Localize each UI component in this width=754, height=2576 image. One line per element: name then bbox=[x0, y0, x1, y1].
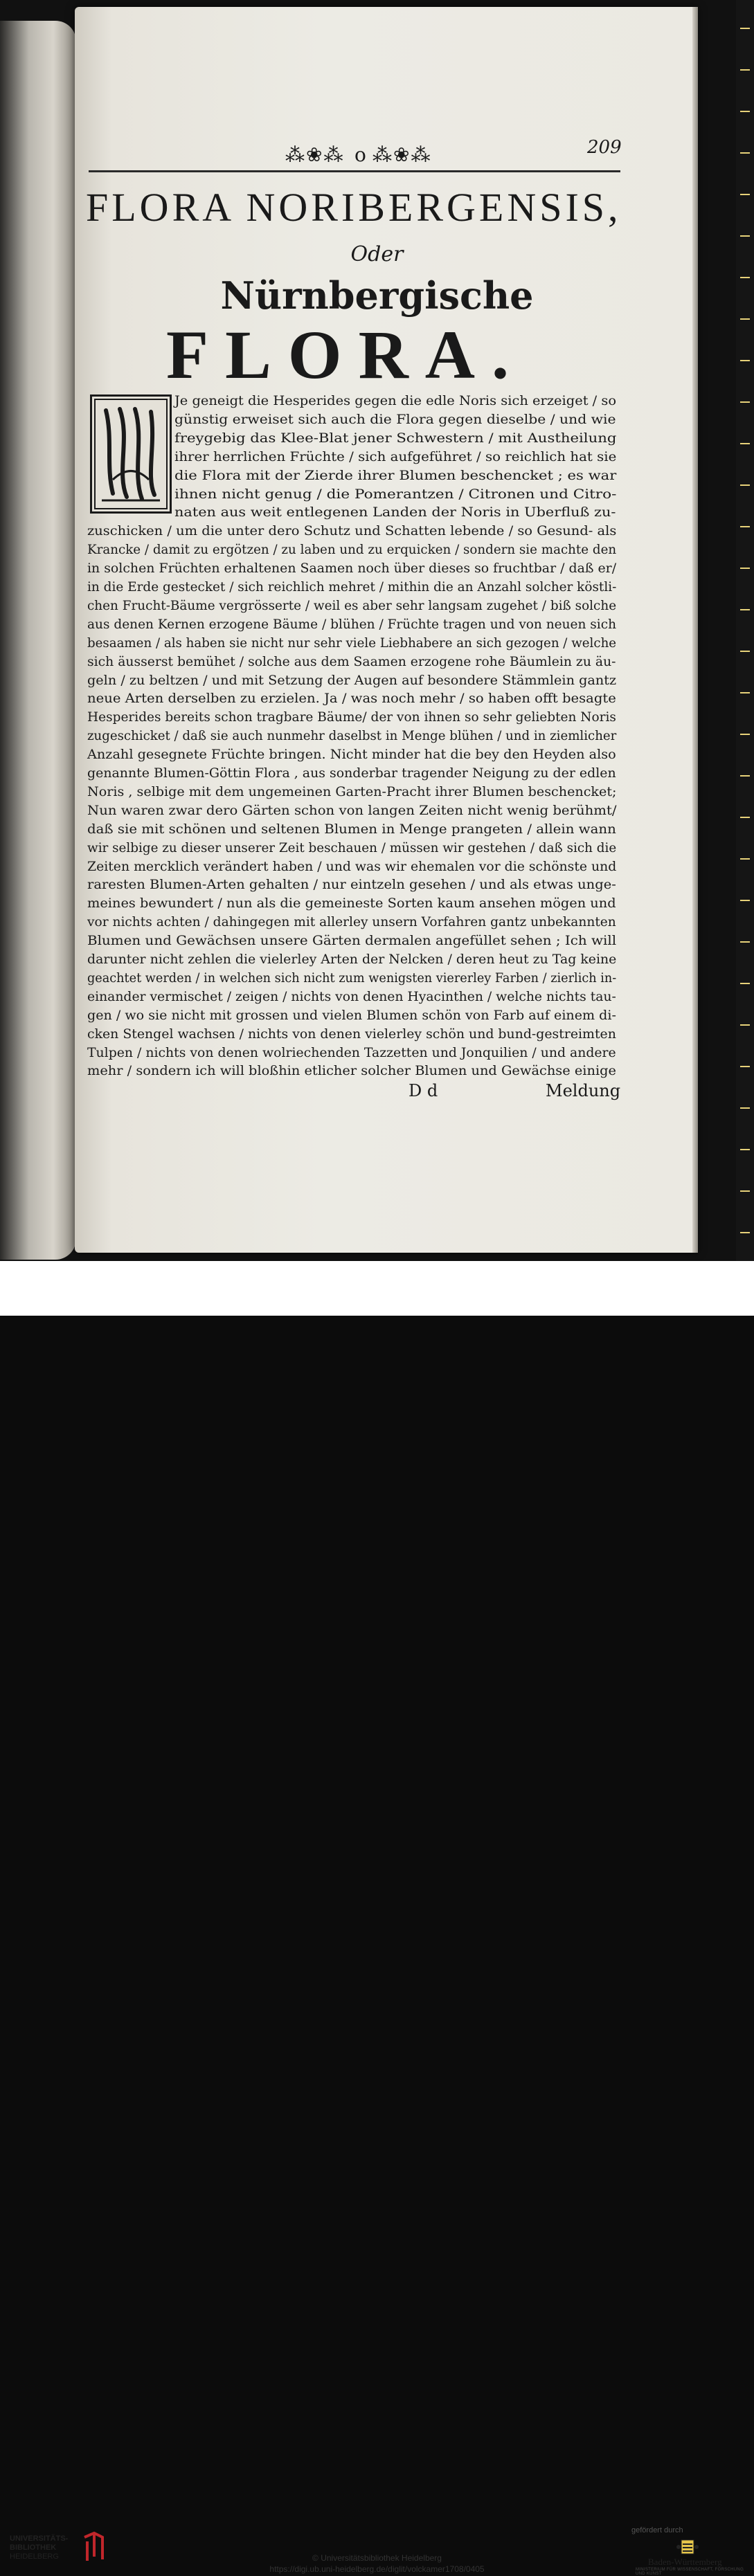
ruler-tick bbox=[740, 1024, 750, 1026]
text-line: Hesperides bereits schon tragbare Bäume/ der von ihnen so sehr geliebten Noris bbox=[87, 709, 616, 725]
baden-wuerttemberg-crest-icon[interactable] bbox=[676, 2539, 699, 2557]
header-rule bbox=[89, 170, 620, 172]
sponsor-name[interactable]: Baden-Württemberg bbox=[648, 2557, 722, 2567]
text-line: vor nichts achten / dahingegen mit allerley unsern Vorfahren gantz unbekannten bbox=[87, 914, 616, 930]
ruler-tick bbox=[740, 1107, 750, 1109]
text-line: geachtet werden / in welchen sich nicht zum wenigsten viererley Farben / zierlich in- bbox=[87, 970, 617, 986]
ruler-tick bbox=[740, 651, 750, 652]
text-line: meines bewundert / nun als die gemeineste Sorten kaum ansehen mögen und bbox=[87, 896, 616, 911]
ruler-tick bbox=[740, 235, 750, 237]
text-line: besaamen / als haben sie nicht nur sehr viele Liebhabere an sich gezogen / welche bbox=[87, 635, 617, 651]
text-line: zugeschicket / daß sie auch nunmehr daselbst in Menge blühen / und in ziemlicher bbox=[87, 728, 617, 744]
sponsor-label: gefördert durch bbox=[631, 2526, 683, 2534]
library-name-line3: HEIDELBERG bbox=[10, 2552, 59, 2561]
ruler-tick bbox=[740, 360, 750, 361]
ruler-tick bbox=[740, 900, 750, 901]
text-line: naten aus weit entlegenen Landen der Noris in Uberfluß zu- bbox=[174, 505, 616, 520]
ruler-tick bbox=[740, 111, 750, 112]
initial-ornament-icon bbox=[92, 397, 170, 511]
ruler-tick bbox=[740, 1149, 750, 1150]
text-line: ihrer herrlichen Früchte / sich aufgeführet / so reichlich hat sie bbox=[174, 448, 617, 464]
text-line: sich äusserst bemühet / solche aus dem Saamen erzogene rohe Bäumlein zu äu- bbox=[87, 653, 616, 669]
text-line: neue Arten derselben zu erzielen. Ja / was noch mehr / so haben offt besagte bbox=[87, 691, 616, 707]
catchword: Meldung bbox=[546, 1081, 621, 1100]
ruler-tick bbox=[740, 69, 750, 71]
header-ornament-center: o bbox=[354, 143, 368, 166]
text-line: in solchen Früchten erhaltenen Saamen noch über dieses so fruchtbar / daß er/ bbox=[87, 561, 617, 577]
ruler-tick bbox=[740, 734, 750, 735]
text-line: freygebig das Klee-Blat jener Schwestern / mit Austheilung bbox=[174, 430, 617, 446]
permalink-url[interactable]: https://digi.ub.uni-heidelberg.de/diglit/volckamer1708/0405 bbox=[269, 2564, 485, 2574]
page-number: 209 bbox=[587, 137, 622, 158]
ruler-tick bbox=[740, 1190, 750, 1192]
facing-page-edge bbox=[0, 21, 76, 1260]
text-line: chen Frucht-Bäume vergrösserte / weil es aber sehr langsam zugehet / biß solche bbox=[87, 597, 617, 613]
text-line: Tulpen / nichts von denen wolriechenden Tazzetten und Jonquilien / und andere bbox=[87, 1044, 616, 1060]
ruler-tick bbox=[740, 941, 750, 943]
viewer-footer bbox=[0, 1261, 754, 2576]
text-line: cken Stengel wachsen / nichts von denen vielerley schön und bund-gestreimten bbox=[87, 1026, 616, 1042]
scan-ruler bbox=[736, 0, 754, 1261]
library-name-line2: BIBLIOTHEK bbox=[10, 2543, 57, 2552]
library-name-line1: UNIVERSITÄTS- bbox=[10, 2534, 69, 2543]
text-line: Krancke / damit zu ergötzen / zu laben und zu erquicken / sondern sie machte den bbox=[87, 542, 617, 558]
text-line: zuschicken / um die unter dero Schutz und Schatten lebende / so Gesund- als bbox=[87, 523, 617, 539]
ruler-tick bbox=[740, 1066, 750, 1067]
ruler-tick bbox=[740, 1232, 750, 1233]
ruler-tick bbox=[740, 983, 750, 984]
ruler-tick bbox=[740, 443, 750, 444]
text-line: darunter nicht zehlen die vielerley Arten der Nelcken / deren heut zu Tag keine bbox=[87, 952, 617, 967]
text-line: Noris , selbige mit dem ungemeinen Garten-Pracht ihrer Blumen beschencket; bbox=[87, 783, 617, 799]
text-line: Blumen und Gewächsen unsere Gärten dermalen angefüllet sehen ; Ich will bbox=[87, 933, 617, 949]
ruler-tick bbox=[740, 568, 750, 569]
ruler-tick bbox=[740, 526, 750, 527]
text-line: günstig erweiset sich auch die Flora gegen dieselbe / und wie bbox=[174, 411, 616, 427]
title-flora-noribergensis: FLORA NORIBERGENSIS, bbox=[86, 185, 622, 230]
text-line: genannte Blumen-Göttin Flora , aus sonderbar tragender Neigung zu der edlen bbox=[87, 765, 616, 781]
ruler-tick bbox=[740, 858, 750, 860]
title-flora: FLORA. bbox=[166, 316, 526, 393]
ruler-tick bbox=[740, 28, 750, 29]
header-ornament-right: ⁂❀⁂ bbox=[372, 143, 432, 166]
header-ornament-left: ⁂❀⁂ bbox=[285, 143, 345, 166]
ruler-tick bbox=[740, 152, 750, 154]
text-line: Nun waren zwar dero Gärten schon von langen Zeiten nicht wenig berühmt/ bbox=[87, 802, 617, 818]
ruler-tick bbox=[740, 401, 750, 403]
ruler-tick bbox=[740, 609, 750, 610]
decorated-initial-d bbox=[90, 394, 172, 514]
ruler-tick bbox=[740, 775, 750, 777]
ruler-tick bbox=[740, 318, 750, 320]
text-line: Zeiten mercklich verändert haben / und was wir ehemalen vor die schönste und bbox=[87, 858, 617, 874]
sponsor-subtitle: MINISTERIUM FÜR WISSENSCHAFT, FORSCHUNG UND KUNST bbox=[636, 2568, 744, 2576]
text-line: daß sie mit schönen und seltenen Blumen in Menge prangeten / allein wann bbox=[87, 821, 616, 837]
text-line: Anzahl gesegnete Früchte bringen. Nicht minder hat die bey den Heyden also bbox=[87, 747, 616, 763]
ruler-tick bbox=[740, 194, 750, 195]
ruler-tick bbox=[740, 817, 750, 818]
title-nurnbergische: Nürnbergische bbox=[220, 273, 534, 318]
text-line: mehr / sondern ich will bloßhin etlicher solcher Blumen und Gewächse einige bbox=[87, 1063, 616, 1079]
text-line: die Flora mit der Zierde ihrer Blumen beschencket ; es war bbox=[174, 467, 617, 483]
scanned-page-image bbox=[0, 0, 754, 1261]
copyright-notice: © Universitätsbibliothek Heidelberg bbox=[312, 2553, 442, 2563]
text-line: ihnen nicht genug / die Pomerantzen / Citronen und Citro- bbox=[174, 486, 617, 502]
signature-mark: D d bbox=[409, 1081, 438, 1100]
text-line: wir selbige zu dieser unserer Zeit beschauen / müssen wir gestehen / daß sich die bbox=[87, 840, 617, 855]
ruler-tick bbox=[740, 484, 750, 486]
text-line: Je geneigt die Hesperides gegen die edle Noris sich erzeiget / so bbox=[174, 393, 617, 408]
text-line: aus denen Kernen erzogene Bäume / blühen / Früchte tragen und von neuen sich bbox=[87, 616, 617, 632]
text-line: raresten Blumen-Arten gehalten / nur eintzeln gesehen / und als etwas unge- bbox=[87, 877, 616, 893]
text-line: geln / zu beltzen / und mit Setzung der Augen auf besondere Stämmlein gantz bbox=[87, 672, 617, 688]
title-oder: Oder bbox=[350, 242, 404, 266]
page-edge bbox=[692, 7, 698, 1253]
text-line: gen / wo sie nicht mit grossen und vielen Blumen schön von Farb auf einem di- bbox=[87, 1007, 616, 1023]
text-line: einander vermischet / zeigen / nichts von denen Hyacinthen / welche nichts tau- bbox=[87, 988, 616, 1004]
text-line: in die Erde gestecket / sich reichlich mehret / mithin die an Anzahl solcher köstli- bbox=[87, 579, 617, 595]
ruler-tick bbox=[740, 692, 750, 693]
